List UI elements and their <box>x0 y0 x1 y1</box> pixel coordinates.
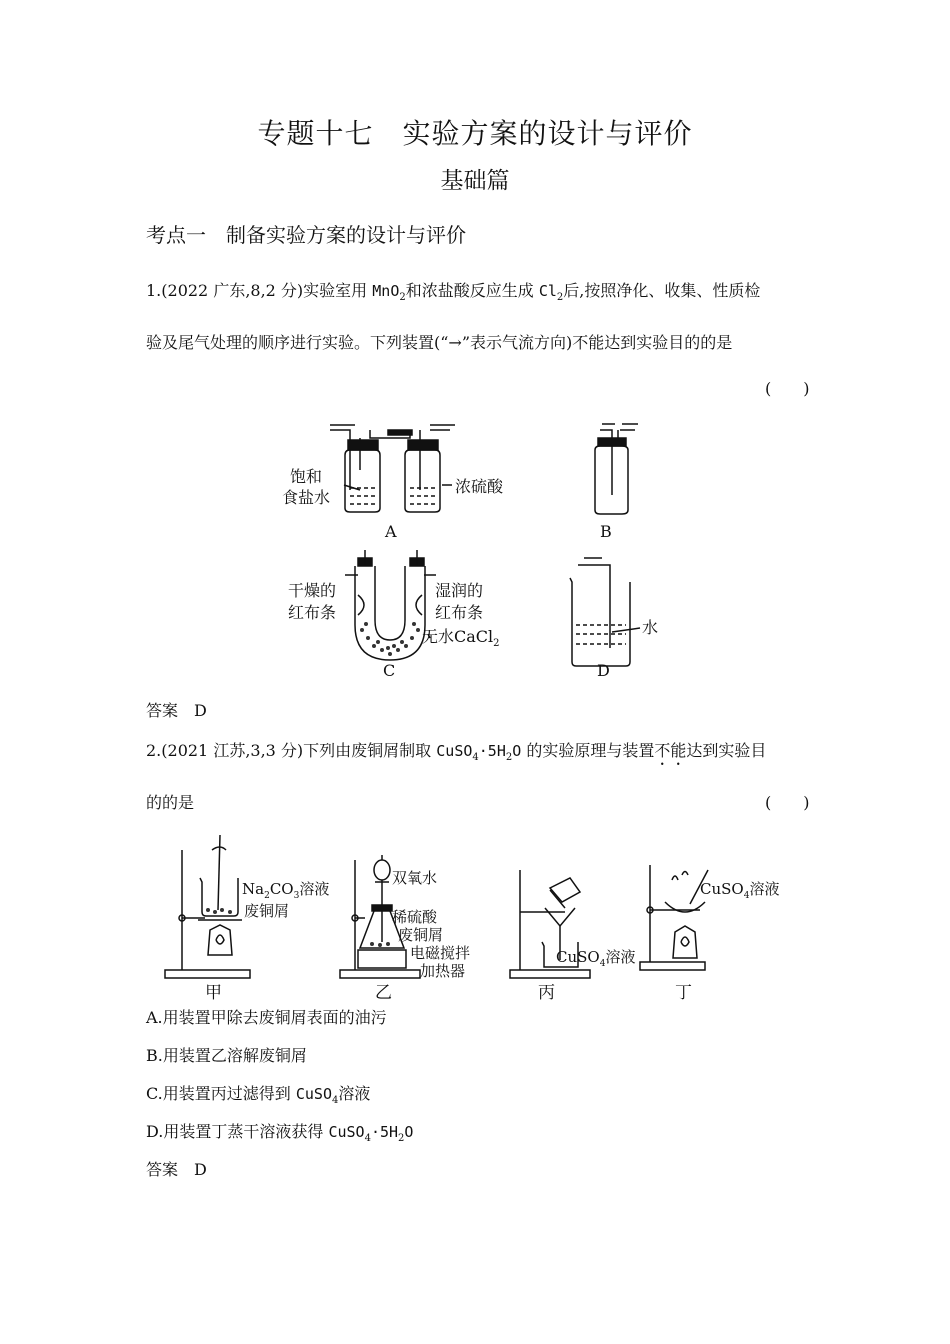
label-dilute-sulfuric: 稀硫酸 <box>392 908 438 926</box>
label-saturated: 饱和 <box>290 467 323 486</box>
section-heading: 考点一 制备实验方案的设计与评价 <box>146 223 466 247</box>
option-b: B.用装置乙溶解废铜屑 <box>146 1046 307 1065</box>
label-waste-copper-1: 废铜屑 <box>244 902 290 920</box>
label-water: 水 <box>642 618 659 637</box>
label-ding: 丁 <box>675 983 692 1002</box>
label-cuso4-solution-c: CuSO$_4$溶液 <box>556 948 636 969</box>
option-a: A.用装置甲除去废铜屑表面的油污 <box>146 1008 387 1027</box>
apparatus-ding <box>640 865 708 970</box>
option-d: D.用装置丁蒸干溶液获得 $CuSO_4\cdot 5H_2O$ <box>146 1122 414 1145</box>
label-wet: 湿润的 <box>435 581 484 600</box>
label-salt-water: 食盐水 <box>282 488 331 507</box>
label-bing: 丙 <box>538 983 555 1002</box>
q2-answer: 答案 D <box>146 1160 207 1179</box>
option-c: C.用装置丙过滤得到 CuSO$_4$溶液 <box>146 1084 371 1107</box>
label-hydrogen-peroxide: 双氧水 <box>392 869 438 887</box>
q2-answer-blank: ( ) <box>765 793 810 812</box>
q2-apparatus-figure <box>160 830 800 1002</box>
label-anhydrous-cacl2: 无水CaCl$_2$ <box>422 627 500 649</box>
label-yi: 乙 <box>375 983 392 1002</box>
page-subtitle: 基础篇 <box>440 168 510 194</box>
label-c: C <box>383 661 396 680</box>
label-d: D <box>597 661 610 680</box>
page-title: 专题十七 实验方案的设计与评价 <box>257 117 693 150</box>
q1-line1: 1.(2022 广东,8,2 分)实验室用 MnO$_2$和浓盐酸反应生成 $Cl_2$后,按照净化、收集、性质检 <box>146 281 761 304</box>
apparatus-a <box>330 425 455 512</box>
apparatus-jia <box>165 835 250 978</box>
label-dry: 干燥的 <box>288 581 337 600</box>
label-waste-copper-2: 废铜屑 <box>398 926 444 944</box>
label-red-cloth-1: 红布条 <box>288 603 337 622</box>
q1-apparatus-figure <box>270 410 690 695</box>
label-red-cloth-2: 红布条 <box>435 603 484 622</box>
label-jia: 甲 <box>205 983 222 1002</box>
label-cuso4-solution-d: CuSO$_4$溶液 <box>700 880 780 901</box>
apparatus-d <box>570 558 640 666</box>
q1-answer: 答案 D <box>146 701 207 720</box>
q2-line2: 的的是 <box>146 793 195 812</box>
label-na2co3-solution: $Na_2CO_3$溶液 <box>242 880 330 901</box>
label-conc-sulfuric: 浓硫酸 <box>455 477 504 496</box>
q1-answer-blank: ( ) <box>765 379 810 398</box>
label-b: B <box>600 522 612 541</box>
q1-line2: 验及尾气处理的顺序进行实验。下列装置(“→”表示气流方向)不能达到实验目的的是 <box>146 333 733 352</box>
label-a: A <box>385 522 397 541</box>
apparatus-b <box>595 424 638 514</box>
label-heater: 加热器 <box>420 962 466 980</box>
label-magnetic-stirrer: 电磁搅拌 <box>410 944 471 962</box>
q2-line1: 2.(2021 江苏,3,3 分)下列由废铜屑制取 $CuSO_4\cdot 5H_2O$ 的实验原理与装置不能达到实验目 <box>146 741 767 764</box>
